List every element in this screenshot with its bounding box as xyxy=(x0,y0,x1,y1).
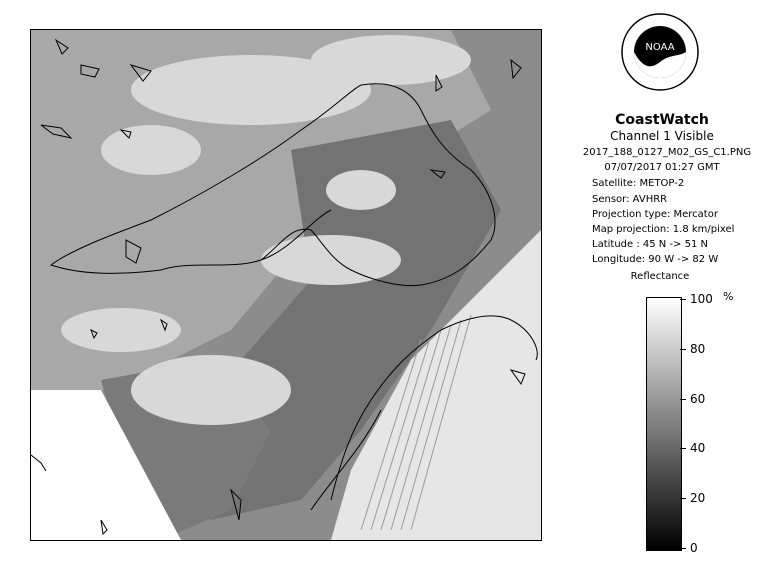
longitude-label: Longitude: 90 W -> 82 W xyxy=(592,254,719,265)
map-projection-label: Map projection: 1.8 km/pixel xyxy=(592,224,735,235)
colorbar-tick-label: 80 xyxy=(690,341,706,356)
colorbar-tick-label: 40 xyxy=(690,441,706,456)
filename-label: 2017_188_0127_M02_GS_C1.PNG xyxy=(582,147,752,158)
colorbar-tick-label: 0 xyxy=(690,541,698,555)
page-title: CoastWatch xyxy=(615,112,709,128)
colorbar-tick-label: 100 xyxy=(690,292,713,306)
latitude-label: Latitude : 45 N -> 51 N xyxy=(592,239,708,250)
map-canvas xyxy=(31,30,541,540)
noaa-logo xyxy=(620,12,700,92)
colorbar-tick xyxy=(680,498,686,499)
colorbar-unit: % xyxy=(723,290,734,303)
colorbar xyxy=(646,297,682,551)
satellite-label: Satellite: METOP-2 xyxy=(592,178,685,189)
colorbar-tick xyxy=(680,399,686,400)
datetime-label: 07/07/2017 01:27 GMT xyxy=(604,162,720,173)
colorbar-tick xyxy=(680,349,686,350)
colorbar-tick xyxy=(680,299,686,300)
colorbar-tick-label: 20 xyxy=(690,491,706,506)
projection-type-label: Projection type: Mercator xyxy=(592,209,718,220)
noaa-seal-icon xyxy=(620,12,700,112)
noaa-logo-text: NOAA xyxy=(645,42,675,53)
colorbar-tick xyxy=(680,548,686,549)
sensor-label: Sensor: AVHRR xyxy=(592,194,668,205)
colorbar-tick xyxy=(680,448,686,449)
colorbar-tick-label: 60 xyxy=(690,391,706,406)
colorbar-title: Reflectance xyxy=(630,271,690,282)
satellite-image xyxy=(30,29,542,541)
channel-label: Channel 1 Visible xyxy=(610,129,714,143)
